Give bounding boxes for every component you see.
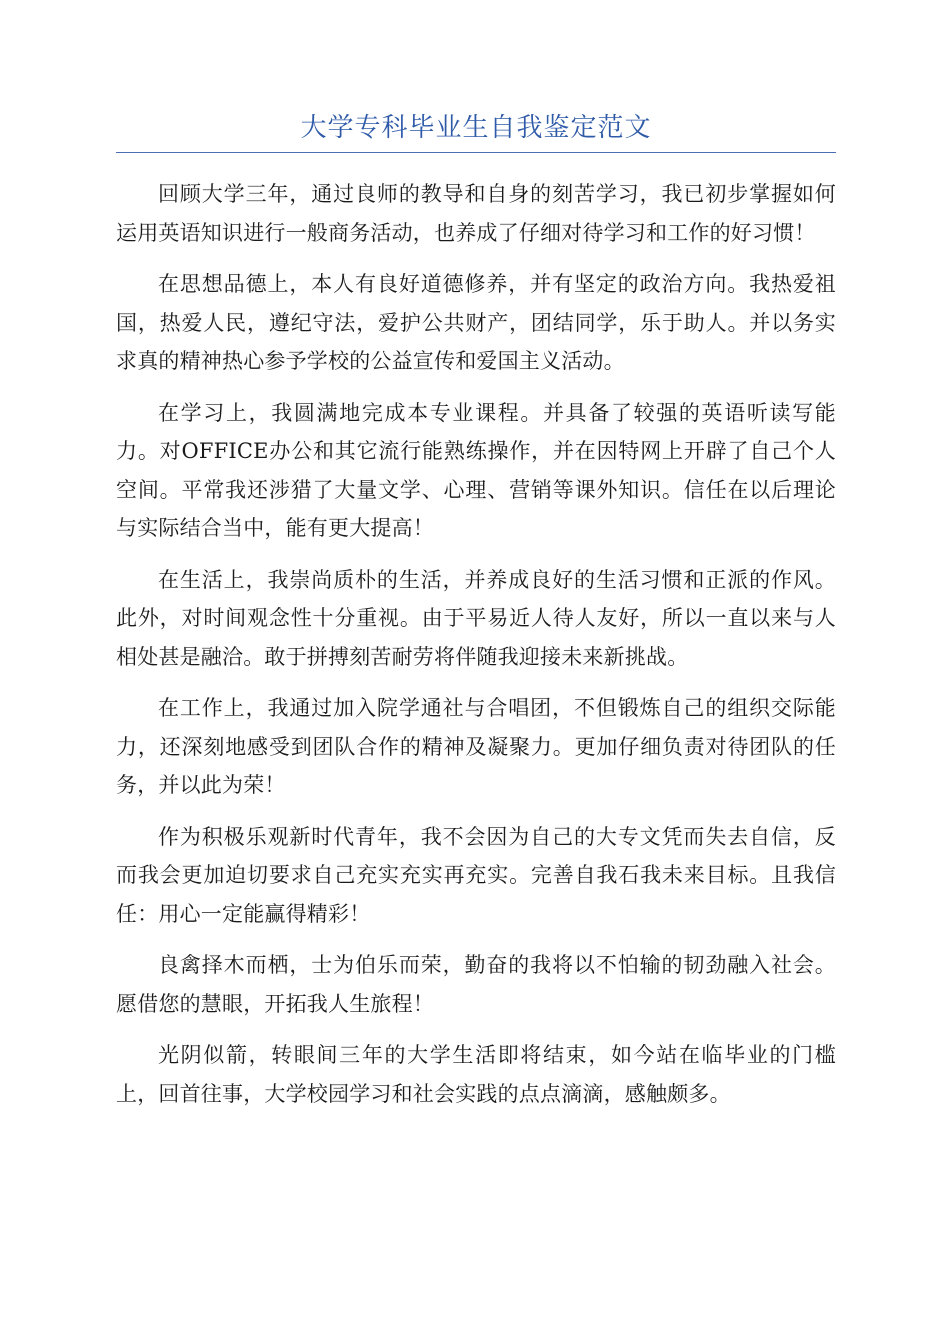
paragraph: 光阴似箭，转眼间三年的大学生活即将结束，如今站在临毕业的门槛上，回首往事，大学校园学习和社会实践的点点滴滴，感触颇多。 [116,1043,836,1106]
paragraph: 良禽择木而栖，士为伯乐而荣，勤奋的我将以不怕输的韧劲融入社会。愿借您的慧眼，开拓我人生旅程！ [116,953,836,1016]
document-body [116,175,836,1113]
document-page [116,108,836,1126]
paragraph: 在思想品德上，本人有良好道德修养，并有坚定的政治方向。我热爱祖国，热爱人民，遵纪守法，爱护公共财产，团结同学，乐于助人。并以务实求真的精神热心参予学校的公益宣传和爱国主义活动。 [116,272,836,373]
paragraph: 在生活上，我崇尚质朴的生活，并养成良好的生活习惯和正派的作风。此外，对时间观念性十分重视。由于平易近人待人友好，所以一直以来与人相处甚是融洽。敢于拼搏刻苦耐劳将伴随我迎接未来新挑战。 [116,567,836,669]
paragraph: 在学习上，我圆满地完成本专业课程。并具备了较强的英语听读写能力。对OFFICE办公和其它流行能熟练操作，并在因特网上开辟了自己个人空间。平常我还涉猎了大量文学、心理、营销等课外知识。信任在以后理论与实际结合当中，能有更大提高！ [116,400,836,540]
paragraph: 作为积极乐观新时代青年，我不会因为自己的大专文凭而失去自信，反而我会更加迫切要求自己充实充实再充实。完善自我石我未来目标。且我信任：用心一定能赢得精彩！ [116,824,836,926]
page-title: 大学专科毕业生自我鉴定范文 [116,108,836,153]
paragraph: 在工作上，我通过加入院学通社与合唱团，不但锻炼自己的组织交际能力，还深刻地感受到团队合作的精神及凝聚力。更加仔细负责对待团队的任务，并以此为荣！ [116,696,836,797]
paragraph: 回顾大学三年，通过良师的教导和自身的刻苦学习，我已初步掌握如何运用英语知识进行一般商务活动，也养成了仔细对待学习和工作的好习惯！ [116,182,836,245]
